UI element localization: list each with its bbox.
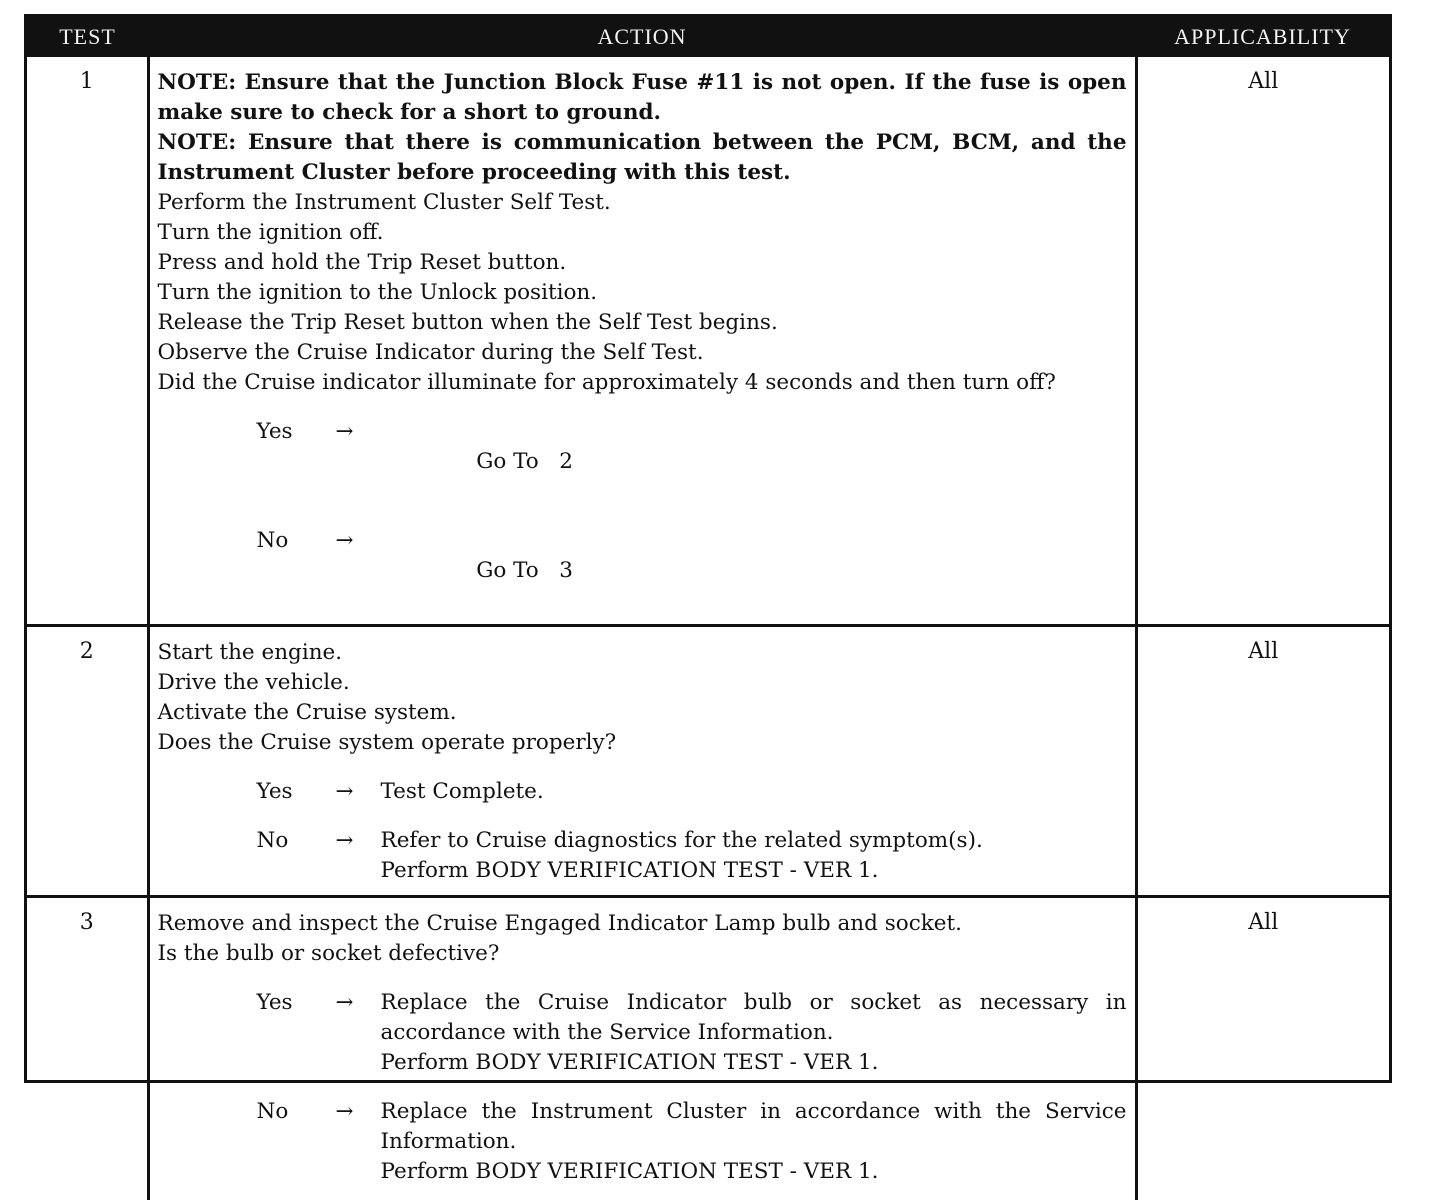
step: Remove and inspect the Cruise Engaged Indicator Lamp bulb and socket. [157, 911, 962, 936]
outcome-label: No [256, 528, 289, 553]
outcome-label: Yes [256, 990, 293, 1015]
outcome-no [158, 526, 1127, 616]
outcome-line: Perform BODY VERIFICATION TEST - VER 1. [380, 1050, 879, 1075]
applicability-value: All [1136, 57, 1389, 626]
test-row-1 [27, 57, 1389, 626]
header-row [27, 17, 1389, 57]
outcome-line: Test Complete. [380, 779, 544, 804]
test-number: 1 [27, 57, 148, 626]
diagnostic-test-table [24, 14, 1392, 1184]
test-table [27, 17, 1389, 1200]
outcome-label: Yes [256, 779, 293, 804]
right-arrow-icon: → [335, 779, 354, 804]
test-number: 3 [27, 897, 148, 1200]
outcome-label: Yes [256, 419, 293, 444]
test-row-2 [27, 626, 1389, 897]
question: Is the bulb or socket defective? [157, 941, 500, 966]
step: Turn the ignition off. [157, 220, 384, 245]
step: Start the engine. [157, 640, 343, 665]
outcome-yes [158, 988, 1127, 1078]
right-arrow-icon: → [335, 419, 354, 444]
outcome-target [371, 1097, 1127, 1187]
action-cell [148, 57, 1136, 626]
step: Observe the Cruise Indicator during the Self Test. [157, 340, 704, 365]
outcome-line: Go To 3 [476, 558, 573, 583]
outcome-label: No [256, 828, 289, 853]
outcome-line: Go To 2 [476, 449, 573, 474]
outcome-target [371, 826, 1127, 886]
right-arrow-icon: → [335, 828, 354, 853]
outcome-target [371, 417, 1127, 507]
outcome-line: Perform BODY VERIFICATION TEST - VER 1. [380, 858, 879, 883]
outcome-no [158, 1097, 1127, 1187]
applicability-value: All [1136, 626, 1389, 897]
outcome-label: No [256, 1099, 289, 1124]
outcome-target [371, 777, 1127, 807]
header-applicability: APPLICABILITY [1136, 17, 1389, 57]
outcome-no [158, 826, 1127, 886]
question: Did the Cruise indicator illuminate for approximately 4 seconds and then turn off? [157, 370, 1056, 395]
step: Press and hold the Trip Reset button. [157, 250, 567, 275]
right-arrow-icon: → [335, 990, 354, 1015]
step: Turn the ignition to the Unlock position. [157, 280, 598, 305]
outcome-line: Replace the Instrument Cluster in accordance with the Service Information. [380, 1099, 1127, 1154]
outcome-yes [158, 417, 1127, 507]
action-cell [148, 897, 1136, 1200]
outcome-line: Refer to Cruise diagnostics for the related symptom(s). [380, 828, 983, 853]
question: Does the Cruise system operate properly? [157, 730, 617, 755]
header-action: ACTION [148, 17, 1136, 57]
step: Release the Trip Reset button when the Self Test begins. [157, 310, 778, 335]
step: Perform the Instrument Cluster Self Test. [157, 190, 611, 215]
header-test: TEST [27, 17, 148, 57]
step: Activate the Cruise system. [157, 700, 457, 725]
note-communication: NOTE: Ensure that there is communication between the PCM, BCM, and the Instrument Cluster before proceeding with this test. [157, 130, 1127, 185]
outcome-yes [158, 777, 1127, 807]
outcome-target [371, 526, 1127, 616]
action-cell [148, 626, 1136, 897]
test-number: 2 [27, 626, 148, 897]
outcome-line: Replace the Cruise Indicator bulb or socket as necessary in accordance with the Service Information. [380, 990, 1127, 1045]
outcome-line: Perform BODY VERIFICATION TEST - VER 1. [380, 1159, 879, 1184]
step: Drive the vehicle. [157, 670, 350, 695]
right-arrow-icon: → [335, 528, 354, 553]
applicability-value: All [1248, 910, 1279, 935]
outcome-target [371, 988, 1127, 1078]
note-fuse: NOTE: Ensure that the Junction Block Fuse #11 is not open. If the fuse is open make sure to check for a short to ground. [157, 70, 1127, 125]
right-arrow-icon: → [335, 1099, 354, 1124]
test-row-3 [27, 897, 1389, 1200]
